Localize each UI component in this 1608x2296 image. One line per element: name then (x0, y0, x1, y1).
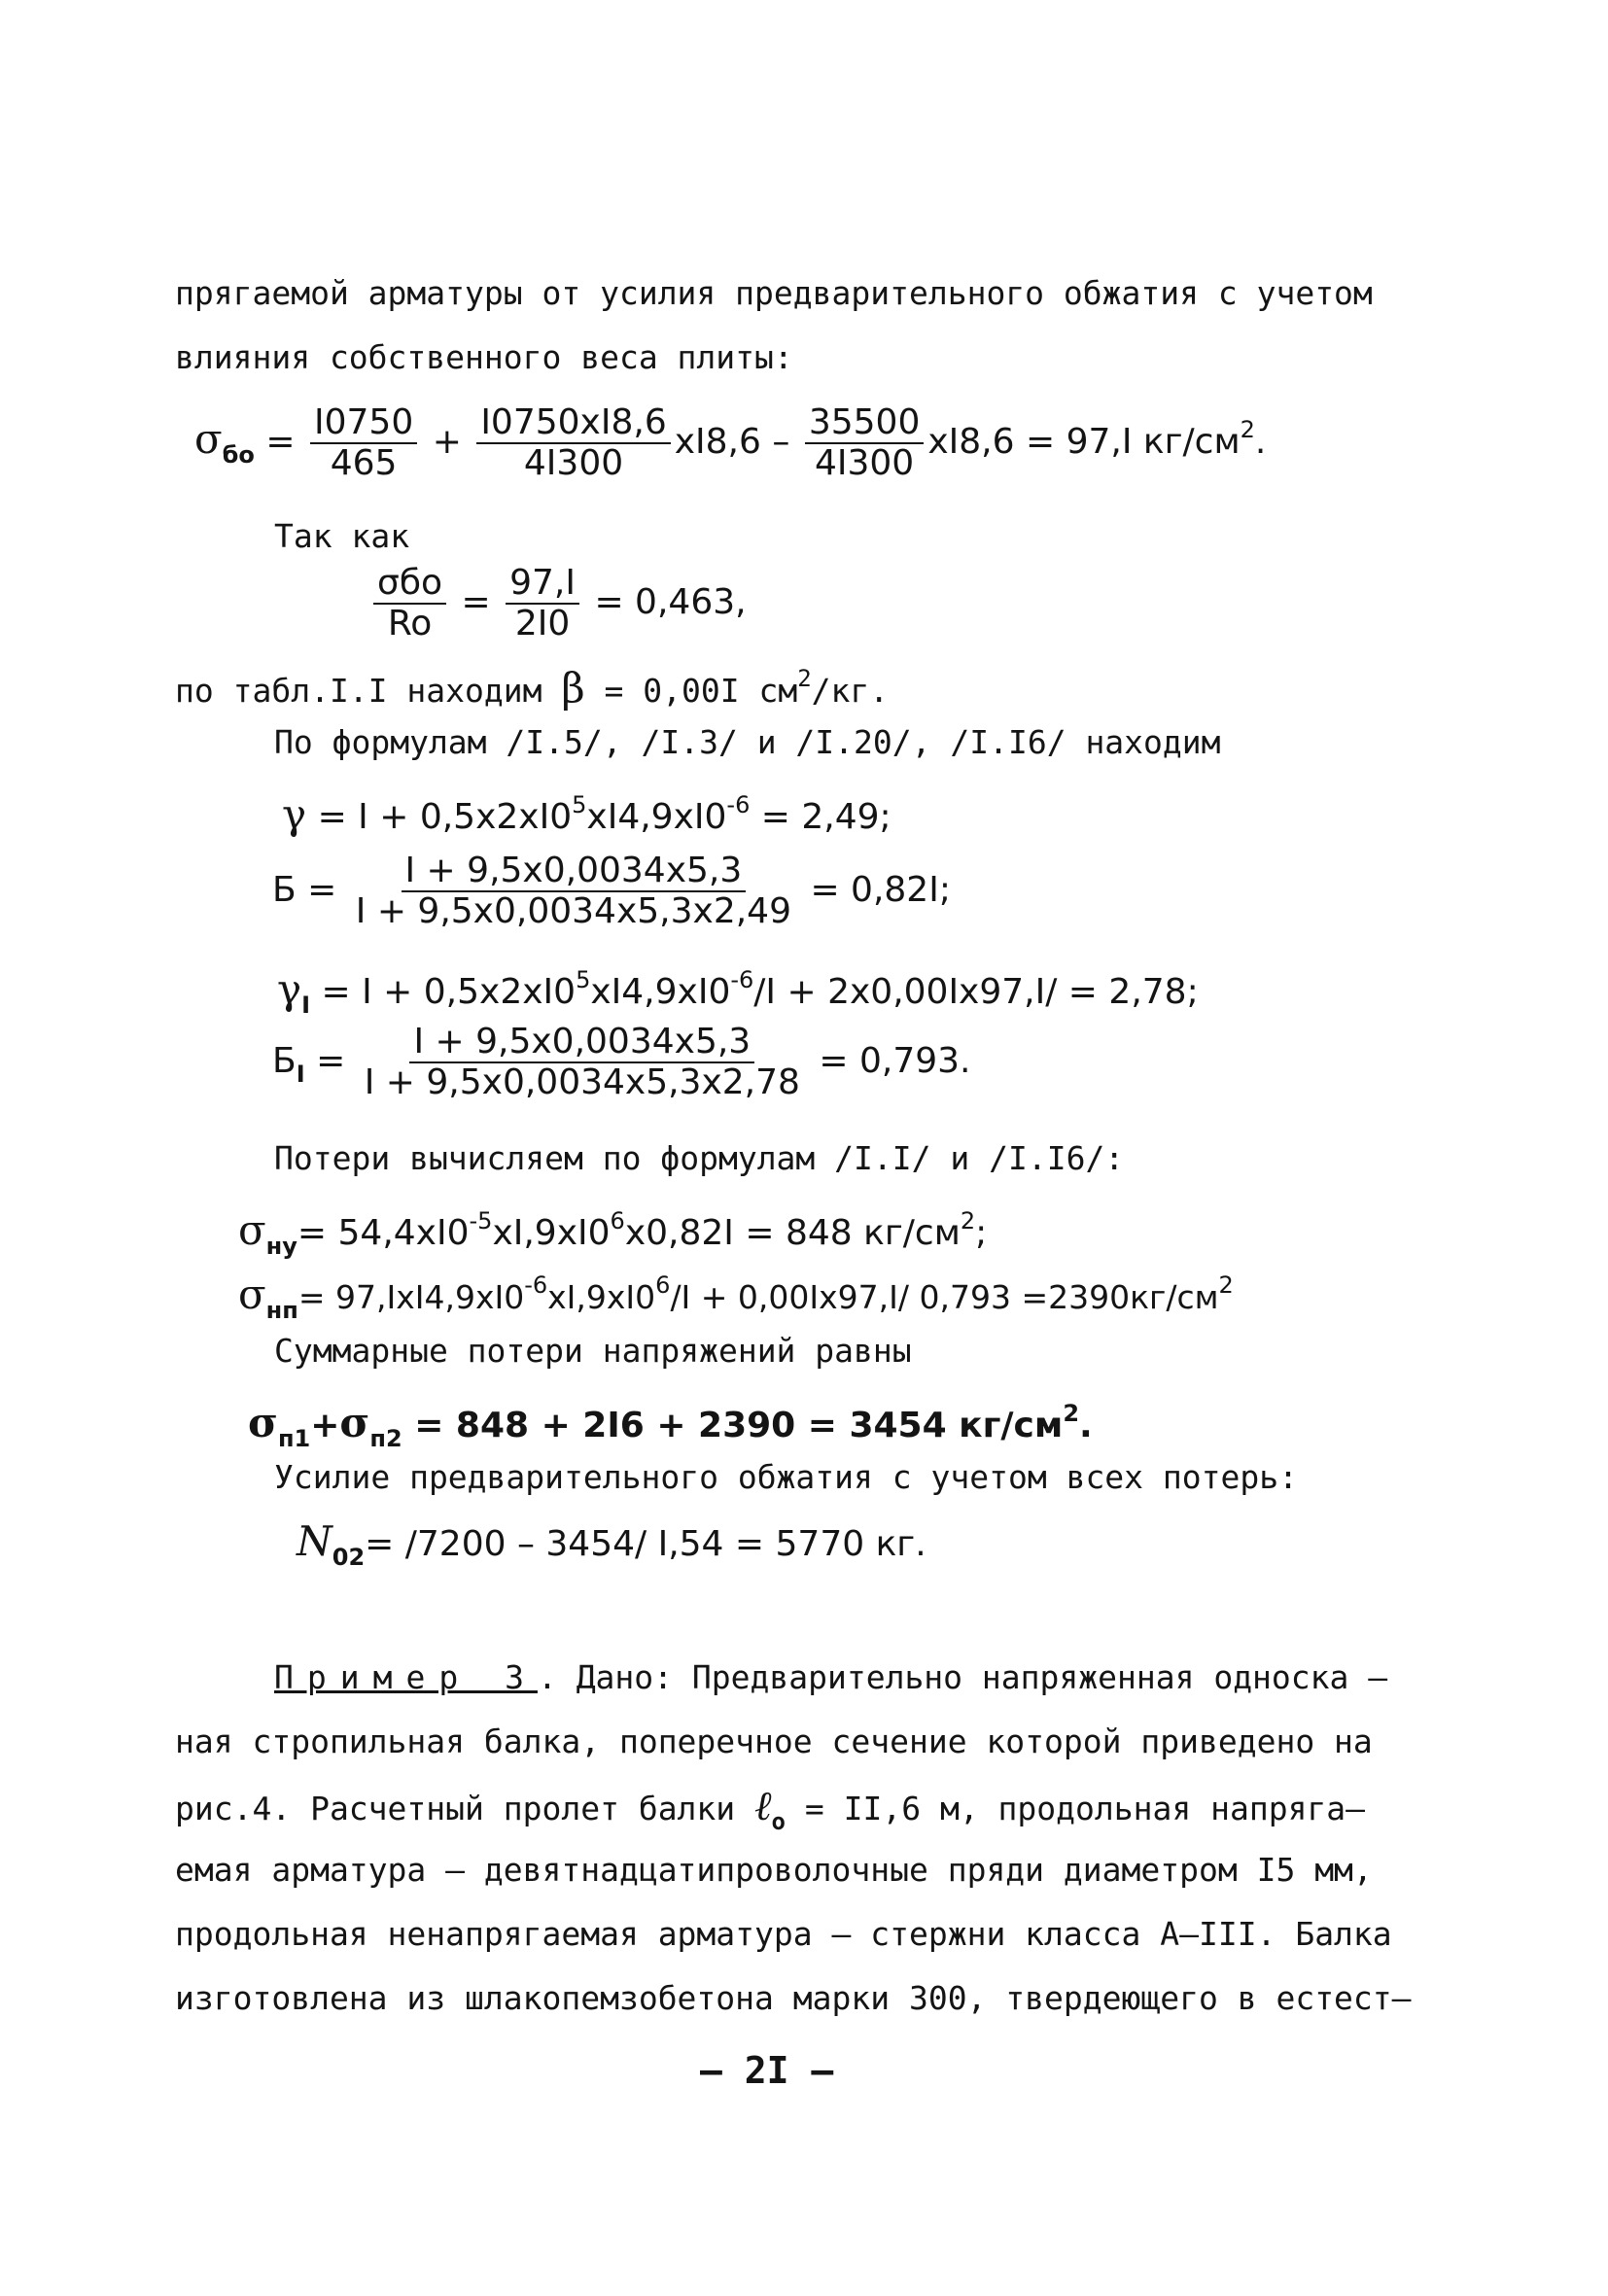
period: . (1079, 1406, 1093, 1445)
semicolon: ; (975, 1213, 988, 1253)
superscript: -5 (469, 1207, 493, 1235)
superscript: -6 (524, 1271, 548, 1299)
term: = 54,4xI0 (297, 1213, 470, 1253)
sigma-symbol: σ (248, 1399, 278, 1446)
numerator: I0750 (310, 403, 417, 444)
B-equation (272, 852, 951, 931)
value-fraction (506, 564, 579, 644)
numerator: I + 9,5x0,0034x5,3 (402, 852, 747, 892)
formulas-intro: По формулам /I.5/, /I.3/ и /I.20/, /I.I6/ находим (274, 723, 1221, 761)
subscript: I (301, 991, 311, 1019)
denominator: I + 9,5x0,0034x5,3x2,78 (364, 1062, 800, 1102)
B-label: Б = (272, 870, 337, 910)
term: = 2,49; (750, 797, 891, 837)
numerator: 97,I (506, 564, 579, 605)
superscript: 6 (610, 1207, 625, 1235)
B-fraction (352, 852, 795, 931)
denominator: 4I300 (523, 443, 624, 483)
sigma-symbol: σ (238, 1270, 266, 1318)
superscript: -6 (726, 791, 751, 818)
example-line-3 (175, 1782, 1366, 1841)
example-text: рис.4. Расчетный пролет балки (175, 1790, 736, 1827)
equals: = (316, 1041, 346, 1081)
term: xI4,9xI0 (586, 797, 727, 837)
example-line-4: емая арматура – девятнадцатипроволочные пряди диаметром I5 мм, (175, 1851, 1373, 1889)
denominator: 465 (330, 443, 398, 483)
gamma-symbol: γ (277, 965, 302, 1013)
fraction-2 (476, 403, 670, 483)
numerator: I0750xI8,6 (476, 403, 670, 444)
numerator: σбо (373, 564, 446, 605)
example-line-6: изготовлена из шлакопемзобетона марки 300, твердеющего в естест– (175, 1979, 1412, 2017)
denominator: 4I300 (814, 443, 915, 483)
numerator: 35500 (805, 403, 925, 444)
term: = 848 + 2I6 + 2390 = 3454 кг/см (414, 1406, 1064, 1445)
sigma-symbol: σ (238, 1206, 266, 1254)
table-text: по табл.I.I находим (175, 672, 542, 710)
term: xI,9xI0 (547, 1278, 656, 1316)
example-line-1 (274, 1658, 1387, 1697)
superscript: 2 (960, 1207, 976, 1235)
unit: /кг. (811, 672, 890, 710)
since-label: Так как (274, 517, 410, 555)
denominator: Ro (387, 604, 433, 644)
beta-value: = 0,00I см (604, 672, 798, 710)
term: = /7200 – 3454/ I,54 = 5770 кг. (365, 1524, 926, 1564)
example-line-5: продольная ненапрягаемая арматура – стержни класса А–III. Балка (175, 1915, 1392, 1953)
denominator: 2I0 (514, 604, 571, 644)
intro-line-1: прягаемой арматуры от усилия предварительного обжатия с учетом (175, 274, 1373, 312)
denominator: I + 9,5x0,0034x5,3x2,49 (355, 891, 791, 931)
ratio-result: = 0,463, (594, 582, 747, 622)
term: = I + 0,5x2xI0 (321, 972, 577, 1012)
sigma-symbol: σ (339, 1399, 370, 1446)
subscript: бо (222, 441, 255, 469)
gamma-symbol: γ (282, 790, 307, 838)
B1-fraction (361, 1023, 804, 1102)
subscript: п1 (277, 1425, 311, 1452)
term: /I + 0,00Ix97,I/ 0,793 =2390кг/см (670, 1278, 1219, 1316)
superscript: 2 (1218, 1271, 1234, 1299)
total-intro: Суммарные потери напряжений равны (274, 1332, 912, 1370)
B1-result: = 0,793. (819, 1041, 971, 1081)
subscript: ну (265, 1233, 297, 1260)
superscript: -6 (730, 966, 754, 993)
numerator: I + 9,5x0,0034x5,3 (409, 1023, 754, 1063)
term: xI8,6 = 97,I кг/см (927, 422, 1241, 462)
example-label: Пример 3 (274, 1658, 538, 1696)
ratio-equation (369, 564, 747, 644)
superscript: 2 (1063, 1400, 1080, 1427)
equation-sigma-b0 (194, 400, 1266, 484)
table-line (175, 659, 889, 711)
subscript: нп (265, 1297, 298, 1324)
intro-line-2: влияния собственного веса плиты: (175, 338, 793, 376)
sigma-symbol: σ (194, 415, 223, 463)
force-equation (297, 1517, 926, 1577)
plus-sign: + (310, 1406, 340, 1445)
equals: = (265, 422, 296, 462)
B-result: = 0,82I; (810, 870, 951, 910)
losses-intro: Потери вычисляем по формулам /I.I/ и /I.I6/: (274, 1139, 1125, 1177)
period: . (1254, 422, 1267, 462)
superscript: 2 (797, 665, 812, 692)
plus-sign: + (432, 422, 462, 462)
total-equation (248, 1394, 1093, 1458)
force-intro: Усилие предварительного обжатия с учетом всех потерь: (274, 1458, 1298, 1496)
superscript: 6 (655, 1271, 671, 1299)
fraction-1 (310, 403, 417, 483)
example-text: . Дано: Предварительно напряженная односка – (537, 1658, 1388, 1696)
subscript: п2 (369, 1425, 402, 1452)
gamma1-equation (277, 960, 1199, 1025)
equals: = (461, 582, 491, 622)
sigma-ny-equation (238, 1201, 987, 1266)
beta-symbol: β (561, 664, 585, 712)
B1-equation (272, 1023, 971, 1102)
sigma-np-equation (238, 1266, 1234, 1330)
superscript: 5 (576, 966, 591, 993)
term: xI4,9xI0 (590, 972, 731, 1012)
fraction-3 (805, 403, 925, 483)
superscript: 2 (1240, 416, 1255, 443)
term: = 97,IxI4,9xI0 (297, 1278, 525, 1316)
l-symbol: ℓ (754, 1782, 772, 1829)
example-line-2: ная стропильная балка, поперечное сечение которой приведено на (175, 1722, 1373, 1760)
term: = I + 0,5x2xI0 (317, 797, 573, 837)
minus-sign: – (772, 422, 790, 462)
term: x0,82I = 848 кг/см (624, 1213, 961, 1253)
ratio-fraction (373, 564, 446, 644)
subscript: I (296, 1061, 305, 1088)
B1-label: Б (272, 1041, 297, 1081)
example-text: = II,6 м, продольная напряга– (804, 1790, 1366, 1827)
term: /I + 2x0,00Ix97,I/ = 2,78; (753, 972, 1199, 1012)
term: xI8,6 (674, 422, 761, 462)
N-symbol: N (297, 1517, 332, 1565)
page-number: – 2I – (700, 2049, 834, 2092)
term: xI,9xI0 (492, 1213, 611, 1253)
subscript: 02 (332, 1544, 366, 1571)
gamma-equation (282, 785, 891, 837)
superscript: 5 (572, 791, 587, 818)
subscript: o (771, 1808, 786, 1835)
